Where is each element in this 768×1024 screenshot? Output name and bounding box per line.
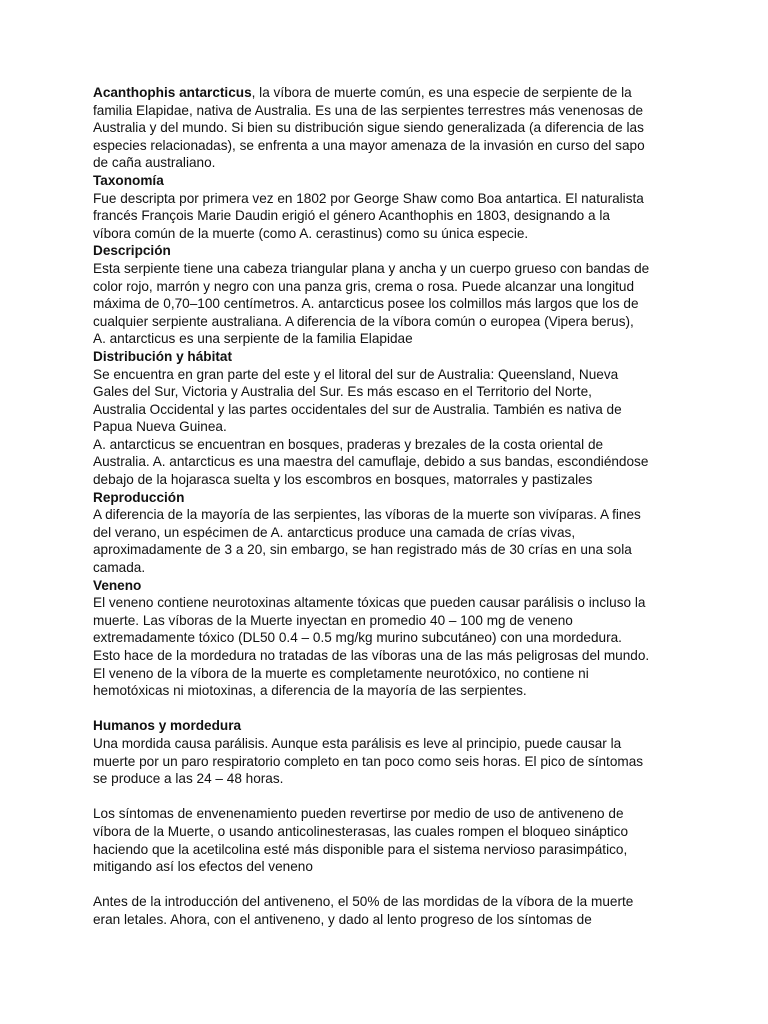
text-line: eran letales. Ahora, con el antiveneno, y dado al lento progreso de los síntomas de	[93, 911, 592, 927]
text-line: extremadamente tóxico (DL50 0.4 – 0.5 mg/kg murino subcutáneo) con una mordedura.	[93, 630, 622, 646]
section-heading: Descripción	[93, 243, 171, 259]
text-line: muerte. Las víboras de la Muerte inyectan en promedio 40 – 100 mg de veneno	[93, 612, 573, 628]
text-line: Australia y del mundo. Si bien su distribución sigue siendo generalizada (a diferencia de las	[93, 120, 644, 136]
text-line: A. antarcticus se encuentran en bosques, praderas y brezales de la costa oriental de	[93, 436, 604, 452]
section-heading: Veneno	[93, 577, 142, 593]
text-line: debajo de la hojarasca suelta y los escombros en bosques, matorrales y pastizales	[93, 472, 593, 488]
section-heading: Taxonomía	[93, 172, 164, 188]
text-line: máxima de 0,70–100 centímetros. A. antarcticus posee los colmillos más largos que los de	[93, 296, 639, 312]
section-heading: Distribución y hábitat	[93, 348, 232, 364]
text-line: del verano, un espécimen de A. antarcticus produce una camada de crías vivas,	[93, 524, 576, 540]
section-heading: Reproducción	[93, 489, 185, 505]
text-line: Esto hace de la mordedura no tratadas de las víboras una de las más peligrosas del mundo.	[93, 648, 650, 663]
text-line: mitigando así los efectos del veneno	[93, 859, 313, 875]
text-line: de caña australiano.	[93, 155, 216, 171]
text-line: francés François Marie Daudin erigió el género Acanthophis en 1803, designando a la	[93, 208, 610, 224]
text-line: haciendo que la acetilcolina esté más disponible para el sistema nervioso parasimpático,	[93, 841, 628, 857]
blank-line	[93, 788, 683, 806]
text-line: se produce a las 24 – 48 horas.	[93, 771, 284, 787]
text-line: Esta serpiente tiene una cabeza triangular plana y ancha y un cuerpo grueso con bandas de	[93, 260, 650, 276]
text-line: Antes de la introducción del antiveneno, el 50% de las mordidas de la víbora de la muerte	[93, 894, 634, 910]
text-line: Una mordida causa parálisis. Aunque esta parálisis es leve al principio, puede causar la	[93, 735, 622, 751]
text-line: muerte por un paro respiratorio completo en tan poco como seis horas. El pico de síntomas	[93, 753, 644, 769]
text-line: víbora común de la muerte (como A. cerastinus) como su única especie.	[93, 225, 529, 241]
text-line: El veneno contiene neurotoxinas altamente tóxicas que pueden causar parálisis o incluso la	[93, 595, 646, 611]
text-line: color rojo, marrón y negro con una panza gris, crema o rosa. Puede alcanzar una longitud	[93, 278, 635, 294]
text-line: A diferencia de la mayoría de las serpientes, las víboras de la muerte son vivíparas. A fines	[93, 507, 641, 523]
text-line: Se encuentra en gran parte del este y el litoral del sur de Australia: Queensland, Nueva	[93, 366, 619, 382]
section-heading: Humanos y mordedura	[93, 718, 242, 734]
text-line: Papua Nueva Guinea.	[93, 419, 227, 435]
text-line: Gales del Sur, Victoria y Australia del Sur. Es más escaso en el Territorio del Norte,	[93, 384, 592, 400]
text-line: A. antarcticus es una serpiente de la familia Elapidae	[93, 331, 413, 347]
lead-line	[93, 84, 683, 102]
document-body	[93, 84, 683, 929]
text-line: Australia. A. antarcticus es una maestra del camuflaje, debido a sus bandas, escondiéndose	[93, 454, 649, 470]
text-line: víbora de la Muerte, o usando anticolinesterasas, las cuales rompen el bloqueo sináptico	[93, 823, 629, 839]
blank-line	[93, 700, 683, 718]
text-line: camada.	[93, 560, 146, 576]
text-line: aproximadamente de 3 a 20, sin embargo, se han registrado más de 30 crías en una sola	[93, 542, 632, 558]
text-line: familia Elapidae, nativa de Australia. Es una de las serpientes terrestres más venenosas de	[93, 102, 644, 118]
text-line: cualquier serpiente australiana. A diferencia de la víbora común o europea (Vipera berus),	[93, 313, 634, 329]
text-line: hemotóxicas ni miotoxinas, a diferencia de la mayoría de las serpientes.	[93, 683, 527, 699]
text-line: Australia Occidental y las partes occidentales del sur de Australia. También es nativa de	[93, 401, 622, 417]
species-name: Acanthophis antarcticus	[93, 85, 252, 100]
lead-text: , la víbora de muerte común, es una especie de serpiente de la	[251, 85, 632, 100]
text-line: Los síntomas de envenenamiento pueden revertirse por medio de uso de antiveneno de	[93, 806, 624, 822]
text-line: El veneno de la víbora de la muerte es completamente neurotóxico, no contiene ni	[93, 665, 589, 681]
text-line: Fue descripta por primera vez en 1802 por George Shaw como Boa antartica. El naturalista	[93, 190, 644, 206]
blank-line	[93, 876, 683, 894]
text-line: especies relacionadas), se enfrenta a una mayor amenaza de la invasión en curso del sapo	[93, 137, 645, 153]
